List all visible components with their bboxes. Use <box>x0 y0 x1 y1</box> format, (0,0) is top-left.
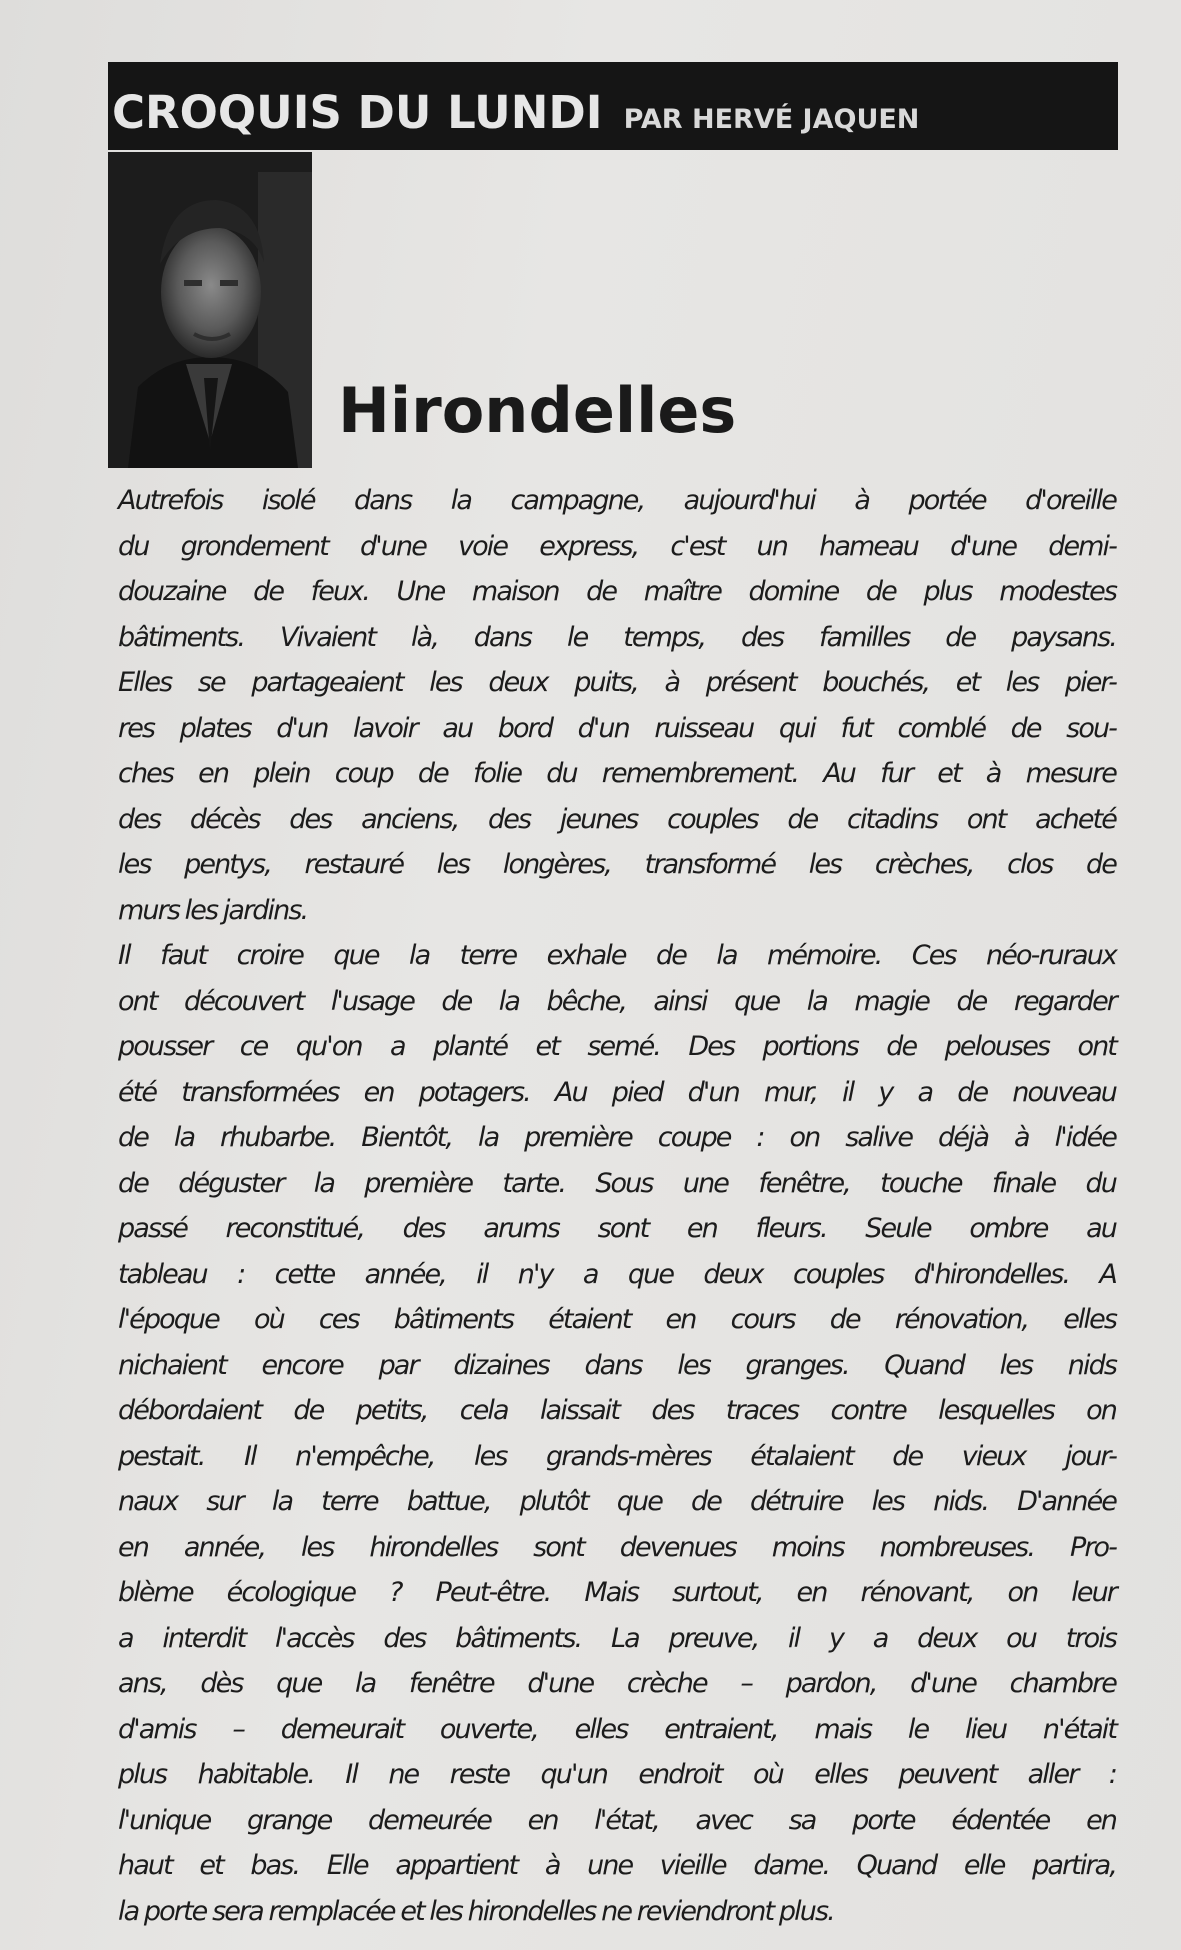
author-photo <box>108 152 312 468</box>
article-line: blème écologique ? Peut-être. Mais surtout, en rénovant, on leur <box>118 1577 1116 1608</box>
article-line: nichaient encore par dizaines dans les granges. Quand les nids <box>118 1349 1116 1381</box>
author-byline: PAR HERVÉ JAQUEN <box>623 104 920 135</box>
article-line: passé reconstitué, des arums sont en fleurs. Seule ombre au <box>118 1213 1116 1244</box>
article-line: ans, dès que la fenêtre d'une crèche – pardon, d'une chambre <box>118 1668 1116 1699</box>
article-line: haut et bas. Elle appartient à une vieille dame. Quand elle partira, <box>118 1850 1116 1881</box>
article-line: de déguster la première tarte. Sous une fenêtre, touche finale du <box>118 1167 1116 1199</box>
article-line: Autrefois isolé dans la campagne, aujourd'hui à portée d'oreille <box>118 485 1116 516</box>
article-line: l'époque où ces bâtiments étaient en cours de rénovation, elles <box>118 1304 1116 1335</box>
section-name: CROQUIS DU LUNDI <box>112 86 603 139</box>
article-line: d'amis – demeurait ouverte, elles entraient, mais le lieu n'était <box>118 1713 1116 1745</box>
article-line: débordaient de petits, cela laissait des traces contre lesquelles on <box>118 1395 1116 1426</box>
article-line: pestait. Il n'empêche, les grands-mères étalaient de vieux jour- <box>118 1440 1116 1472</box>
article-line: Elles se partageaient les deux puits, à présent bouchés, et les pier- <box>118 667 1116 698</box>
article-line: naux sur la terre battue, plutôt que de détruire les nids. D'année <box>118 1486 1116 1517</box>
article-line: a interdit l'accès des bâtiments. La preuve, il y a deux ou trois <box>118 1622 1116 1654</box>
article-line: douzaine de feux. Une maison de maître domine de plus modestes <box>118 576 1116 607</box>
article-line: tableau : cette année, il n'y a que deux couples d'hirondelles. A <box>118 1258 1116 1290</box>
article-body <box>118 478 1116 1934</box>
article-line: les pentys, restauré les longères, transformé les crèches, clos de <box>118 849 1116 880</box>
article-line: pousser ce qu'on a planté et semé. Des portions de pelouses ont <box>118 1031 1116 1062</box>
article-line: la porte sera remplacée et les hirondelles ne reviendront plus. <box>118 1895 834 1927</box>
article-line: du grondement d'une voie express, c'est un hameau d'une demi- <box>118 530 1116 562</box>
article-line: ont découvert l'usage de la bêche, ainsi que la magie de regarder <box>118 985 1116 1017</box>
article-line: bâtiments. Vivaient là, dans le temps, des familles de paysans. <box>118 621 1116 653</box>
article-line: de la rhubarbe. Bientôt, la première coupe : on salive déjà à l'idée <box>118 1122 1116 1153</box>
article-line: été transformées en potagers. Au pied d'un mur, il y a de nouveau <box>118 1076 1116 1108</box>
article-line: des décès des anciens, des jeunes couples de citadins ont acheté <box>118 803 1116 835</box>
article-line: ches en plein coup de folie du remembrement. Au fur et à mesure <box>118 758 1116 789</box>
article-line: res plates d'un lavoir au bord d'un ruisseau qui fut comblé de sou- <box>118 712 1116 744</box>
article-title: Hirondelles <box>338 374 737 447</box>
article-line: murs les jardins. <box>118 894 308 926</box>
author-portrait-image <box>108 152 312 468</box>
article-line: plus habitable. Il ne reste qu'un endroit où elles peuvent aller : <box>118 1759 1116 1790</box>
column-header <box>112 86 1112 146</box>
article-line: en année, les hirondelles sont devenues moins nombreuses. Pro- <box>118 1531 1116 1563</box>
article-line: l'unique grange demeurée en l'état, avec sa porte édentée en <box>118 1804 1116 1836</box>
article-line: Il faut croire que la terre exhale de la mémoire. Ces néo-ruraux <box>118 940 1116 971</box>
